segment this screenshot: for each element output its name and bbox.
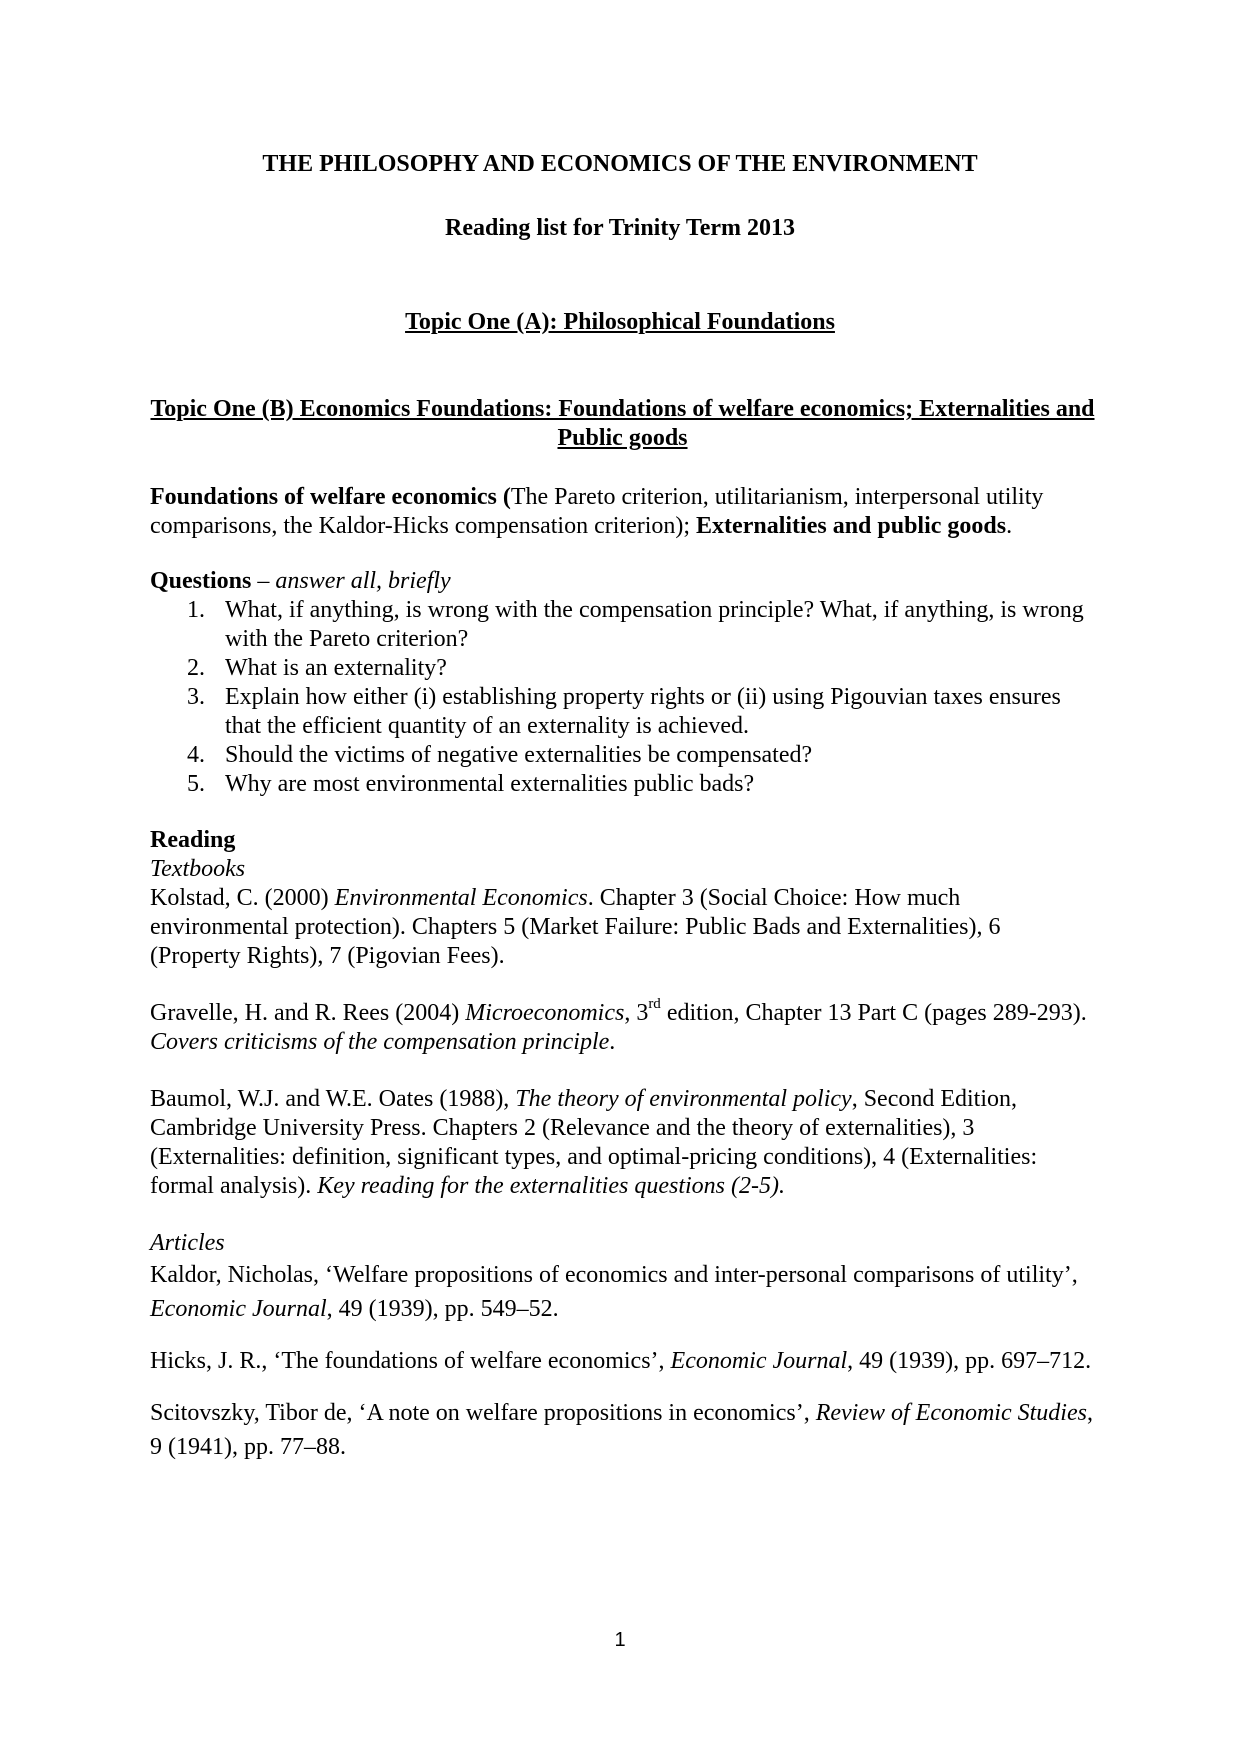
baumol-note: Key reading for the externalities questions (2-5).: [317, 1173, 785, 1199]
scitovszky-post: , 9 (1941), pp. 77–88.: [150, 1400, 1093, 1460]
question-item: [150, 596, 1095, 654]
hicks-post: , 49 (1939), pp. 697–712.: [847, 1348, 1092, 1374]
foundations-end: .: [1006, 513, 1013, 539]
gravelle-end: .: [609, 1029, 616, 1055]
baumol-post: , Second Edition, Cambridge University Press. Chapters 2 (Relevance and the theory of externalities), 3 (Externalities: definition, significant types, and optimal-pricing conditions), 4 (Externalities: formal analysis).: [150, 1086, 1038, 1199]
scitovszky-journal: Review of Economic Studies: [815, 1400, 1087, 1426]
questions-section: [150, 567, 1095, 799]
question-text: Why are most environmental externalities public bads?: [225, 771, 755, 797]
question-number: 5.: [187, 771, 205, 797]
question-number: 4.: [187, 742, 205, 768]
question-text: What is an externality?: [225, 655, 447, 681]
reference-hicks: [150, 1344, 1095, 1378]
reading-section: [150, 826, 1095, 1482]
articles-label: Articles: [150, 1230, 225, 1256]
reference-gravelle: [150, 996, 1095, 1057]
question-item: [150, 770, 1095, 799]
question-item: [150, 683, 1095, 741]
question-text: Should the victims of negative externalities be compensated?: [225, 742, 813, 768]
document-subtitle: Reading list for Trinity Term 2013: [444, 215, 795, 241]
kolstad-post: . Chapter 3 (Social Choice: How much environmental protection). Chapters 5 (Market Failure: Public Bads and Externalities), 6 (Property Rights), 7 (Pigovian Fees).: [150, 885, 1001, 969]
topic-a-heading: [0, 308, 1240, 337]
questions-dash: –: [251, 568, 276, 594]
question-text: What, if anything, is wrong with the compensation principle? What, if anything, is wrong with the Pareto criterion?: [225, 597, 1084, 652]
questions-list: [150, 596, 1095, 799]
gravelle-post: edition, Chapter 13 Part C (pages 289-293).: [660, 1000, 1087, 1026]
gravelle-note: Covers criticisms of the compensation principle: [150, 1029, 610, 1055]
question-number: 1.: [187, 597, 205, 623]
reference-kolstad: [150, 884, 1095, 971]
foundations-bold-lead: Foundations of welfare economics (: [150, 484, 511, 510]
externalities-bold: Externalities and public goods: [696, 513, 1007, 539]
page-number: 1: [614, 1629, 626, 1651]
question-number: 3.: [187, 684, 205, 710]
topic-b-heading-text: Topic One (B) Economics Foundations: Foundations of welfare economics; Externalities and Public goods: [150, 396, 1095, 451]
kaldor-post: , 49 (1939), pp. 549–52.: [326, 1296, 559, 1322]
hicks-journal: Economic Journal: [670, 1348, 848, 1374]
gravelle-title: Microeconomics: [465, 1000, 625, 1026]
questions-heading: [150, 567, 1095, 596]
topic-a-heading-text: Topic One (A): Philosophical Foundations: [405, 309, 835, 335]
foundations-paragraph: [150, 483, 1095, 541]
reading-heading: Reading: [150, 827, 236, 853]
foundations-text: The Pareto criterion, utilitarianism, interpersonal utility comparisons, the Kaldor-Hicks compensation criterion);: [150, 484, 1044, 539]
question-item: [150, 741, 1095, 770]
baumol-pre: Baumol, W.J. and W.E. Oates (1988),: [150, 1086, 516, 1112]
hicks-pre: Hicks, J. R., ‘The foundations of welfare economics’,: [150, 1348, 671, 1374]
question-number: 2.: [187, 655, 205, 681]
question-text: Explain how either (i) establishing property rights or (ii) using Pigouvian taxes ensures that the efficient quantity of an externality is achieved.: [225, 684, 1061, 739]
topic-b-heading: [150, 395, 1095, 453]
questions-instruction: answer all, briefly: [275, 568, 451, 594]
reference-baumol: [150, 1085, 1095, 1201]
questions-label: Questions: [150, 568, 252, 594]
document-title: THE PHILOSOPHY AND ECONOMICS OF THE ENVIRONMENT: [262, 151, 978, 177]
reference-scitovszky: [150, 1396, 1095, 1464]
kolstad-pre: Kolstad, C. (2000): [150, 885, 335, 911]
gravelle-pre: Gravelle, H. and R. Rees (2004): [150, 1000, 466, 1026]
textbooks-label: Textbooks: [150, 856, 246, 882]
gravelle-mid: , 3: [624, 1000, 649, 1026]
scitovszky-pre: Scitovszky, Tibor de, ‘A note on welfare propositions in economics’,: [150, 1400, 816, 1426]
question-item: [150, 654, 1095, 683]
kaldor-journal: Economic Journal: [150, 1296, 327, 1322]
kolstad-title: Environmental Economics: [334, 885, 588, 911]
baumol-title: The theory of environmental policy: [515, 1086, 852, 1112]
kaldor-pre: Kaldor, Nicholas, ‘Welfare propositions of economics and inter-personal comparisons of utility’,: [150, 1262, 1078, 1288]
gravelle-sup: rd: [648, 996, 661, 1012]
reference-kaldor: [150, 1258, 1095, 1326]
